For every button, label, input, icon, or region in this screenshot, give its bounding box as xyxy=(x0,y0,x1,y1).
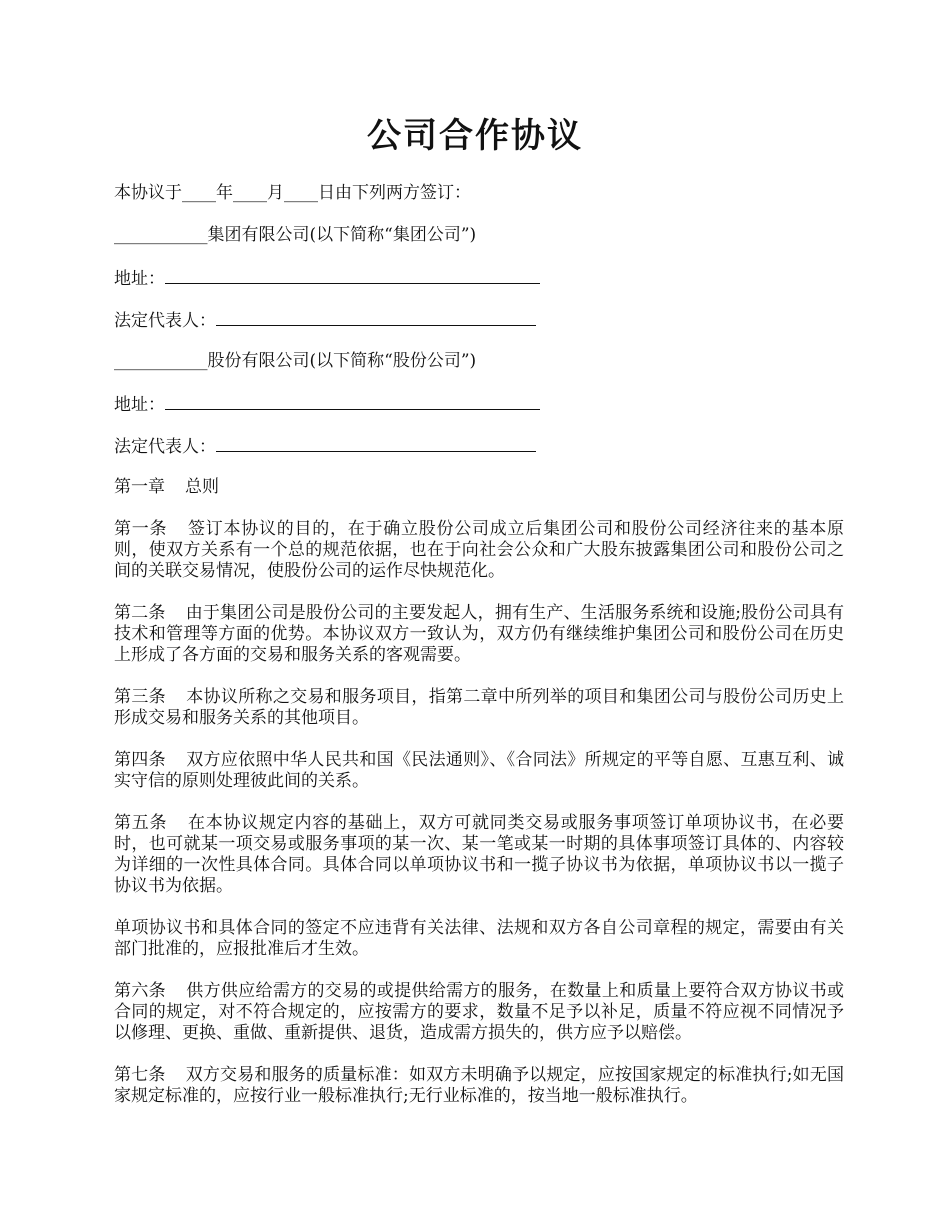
article-label: 第七条 xyxy=(114,1065,166,1085)
article-text: 双方交易和服务的质量标准：如双方未明确予以规定，应按国家规定的标准执行;如无国家规定标准的，应按行业一般标准执行;无行业标准的，按当地一般标准执行。 xyxy=(114,1065,845,1106)
document-title: 公司合作协议 xyxy=(367,116,583,156)
article-label: 第三条 xyxy=(114,687,166,707)
article-label: 第四条 xyxy=(114,750,166,770)
article-4 xyxy=(114,750,844,792)
party-a-line xyxy=(114,225,844,246)
party-a-address-blank xyxy=(165,267,540,284)
article-text: 本协议所称之交易和服务项目，指第二章中所列举的项目和集团公司与股份公司历史上形成交易和服务关系的其他项目。 xyxy=(114,687,845,728)
party-a-rep-line: 法定代表人： xyxy=(114,309,844,332)
article-text: 供方供应给需方的交易的或提供给需方的服务，在数量上和质量上要符合双方协议书或合同的规定，对不符合规定的，应按需方的要求，数量不足予以补足，质量不符应视不同情况予以修理、更换、重做、重新提供、退货，造成需方损失的，供方应予以赔偿。 xyxy=(114,981,845,1043)
article-text: 签订本协议的目的，在于确立股份公司成立后集团公司和股份公司经济往来的基本原则，使双方关系有一个总的规范依据，也在于向社会公众和广大股东披露集团公司和股份公司之间的关联交易情况，使股份公司的运作尽快规范化。 xyxy=(114,519,844,581)
article-6 xyxy=(114,981,844,1044)
article-label: 第二条 xyxy=(114,603,166,623)
article-label: 第一条 xyxy=(114,519,168,539)
party-b-rep-blank xyxy=(216,435,536,452)
party-b-address-blank xyxy=(165,393,540,410)
year-blank: ____ xyxy=(182,183,216,203)
article-3 xyxy=(114,687,844,729)
article-5 xyxy=(114,813,844,897)
day-blank: ____ xyxy=(284,183,318,203)
month-blank: ____ xyxy=(233,183,267,203)
article-text: 在本协议规定内容的基础上，双方可就同类交易或服务事项签订单项协议书，在必要时，也可就某一项交易或服务事项的某一次、某一笔或某一时期的具体事项签订具体的、内容较为详细的一次性具体合同。具体合同以单项协议书和一揽子协议书为依据，单项协议书以一揽子协议书为依据。 xyxy=(114,813,844,896)
party-a-rep-blank xyxy=(216,309,536,326)
article-2 xyxy=(114,603,844,666)
party-b-address-line: 地址： xyxy=(114,393,844,416)
article-label: 第六条 xyxy=(114,981,166,1001)
party-b-rep-line: 法定代表人： xyxy=(114,435,844,458)
party-a-name: 集团有限公司(以下简称“集团公司”) xyxy=(207,225,477,245)
article-text: 单项协议书和具体合同的签定不应违背有关法律、法规和双方各自公司章程的规定，需要由有关部门批准的，应报批准后才生效。 xyxy=(114,918,844,959)
article-7 xyxy=(114,1065,844,1107)
article-label: 第五条 xyxy=(114,813,168,833)
party-b-line xyxy=(114,351,844,372)
party-a-address-line: 地址： xyxy=(114,267,844,290)
article-5-continuation xyxy=(114,918,844,960)
party-a-name-blank: ___________ xyxy=(114,225,208,245)
party-b-name-blank: ___________ xyxy=(114,351,208,371)
party-b-name: 股份有限公司(以下简称“股份公司”) xyxy=(207,351,477,371)
article-text: 双方应依照中华人民共和国《民法通则》、《合同法》所规定的平等自愿、互惠互利、诚实守信的原则处理彼此间的关系。 xyxy=(114,750,845,791)
chapter-heading: 第一章 总则 xyxy=(114,477,219,497)
intro-line: 本协议于____年____月____日由下列两方签订： xyxy=(114,183,471,203)
article-text: 由于集团公司是股份公司的主要发起人，拥有生产、生活服务系统和设施;股份公司具有技术和管理等方面的优势。本协议双方一致认为，双方仍有继续维护集团公司和股份公司在历史上形成了各方面的交易和服务关系的客观需要。 xyxy=(114,603,845,665)
article-1 xyxy=(114,519,844,582)
